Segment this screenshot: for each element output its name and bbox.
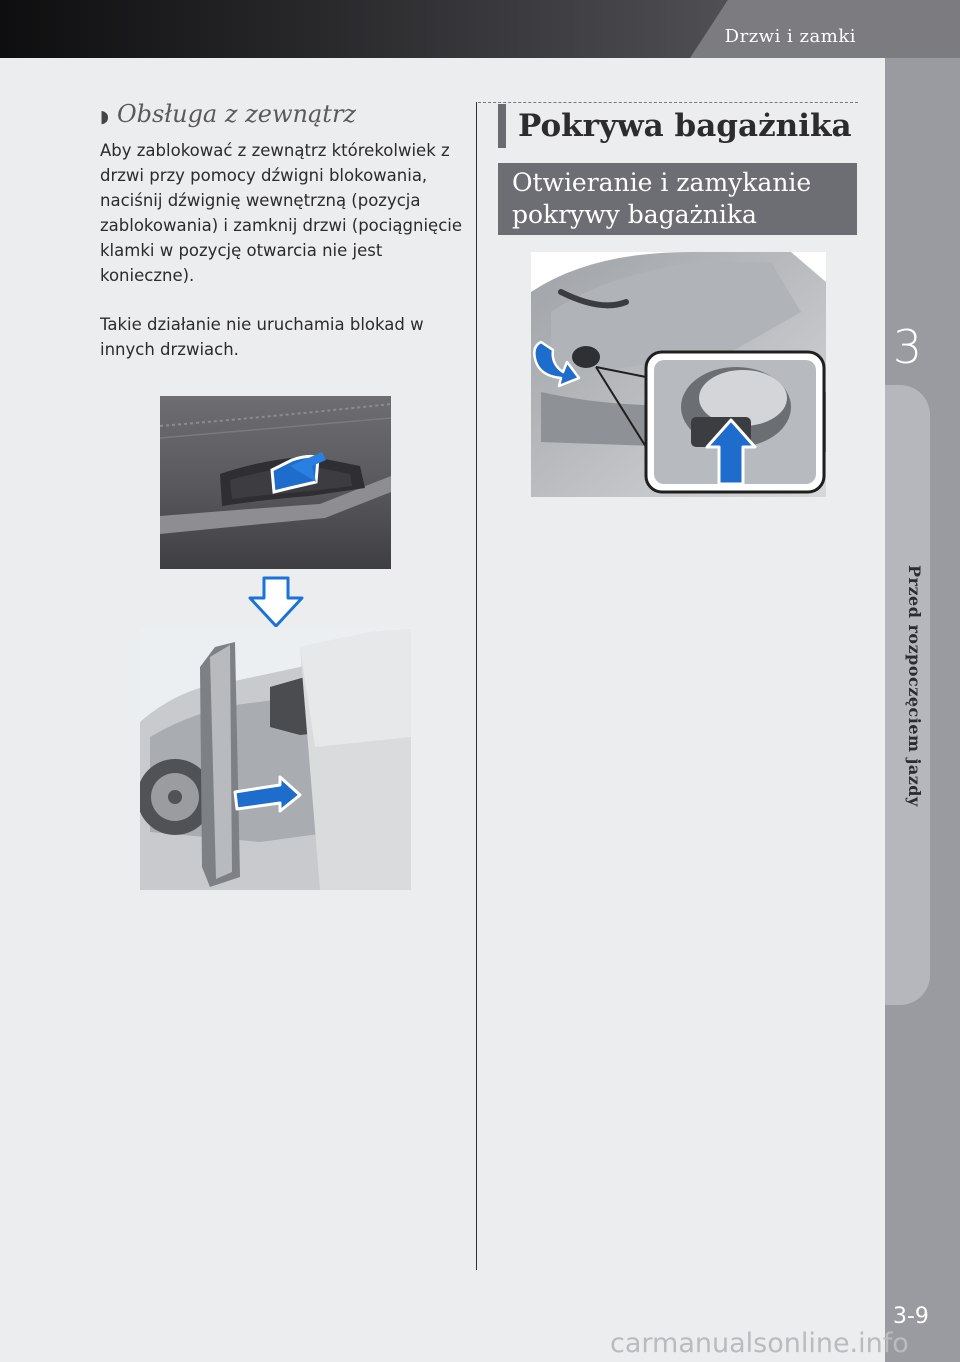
- door-handle-illustration: [160, 396, 391, 569]
- column-divider: [476, 102, 477, 1270]
- page-title: Pokrywa bagażnika: [498, 104, 856, 148]
- paragraph-note: Takie działanie nie uruchamia blokad w innych drzwiach.: [100, 315, 424, 359]
- subsection-title: Otwieranie i zamykanie pokrywy bagażnika: [498, 163, 857, 235]
- chapter-number: 3: [892, 320, 923, 374]
- car-door-open-illustration: [140, 627, 411, 890]
- section-heading-text: Obsługa z zewnątrz: [116, 100, 357, 128]
- sidebar-tab-bg: [925, 385, 960, 1005]
- down-arrow-icon: [248, 576, 304, 628]
- body-text: [100, 138, 470, 386]
- heading-marker-icon: ◗: [100, 107, 109, 127]
- chapter-title: Przed rozpoczęciem jazdy: [905, 565, 924, 807]
- watermark-text: carmanualsonline.info: [610, 1328, 909, 1359]
- page-section-title: Drzwi i zamki: [724, 26, 856, 47]
- page-number: 3-9: [893, 1304, 929, 1329]
- paragraph-lock-instructions: Aby zablokować z zewnątrz którekolwiek z drzwi przy pomocy dźwigni blokowania, naciśnij dźwignię wewnętrzną (pozycja zablokowania) i zamknij drzwi (pociągnięcie klamki w pozycję otwarcia nie jest konieczne).: [100, 141, 463, 285]
- trunk-opener-illustration: [531, 252, 826, 497]
- section-heading: [100, 100, 460, 128]
- top-dashed-rule: [478, 102, 858, 103]
